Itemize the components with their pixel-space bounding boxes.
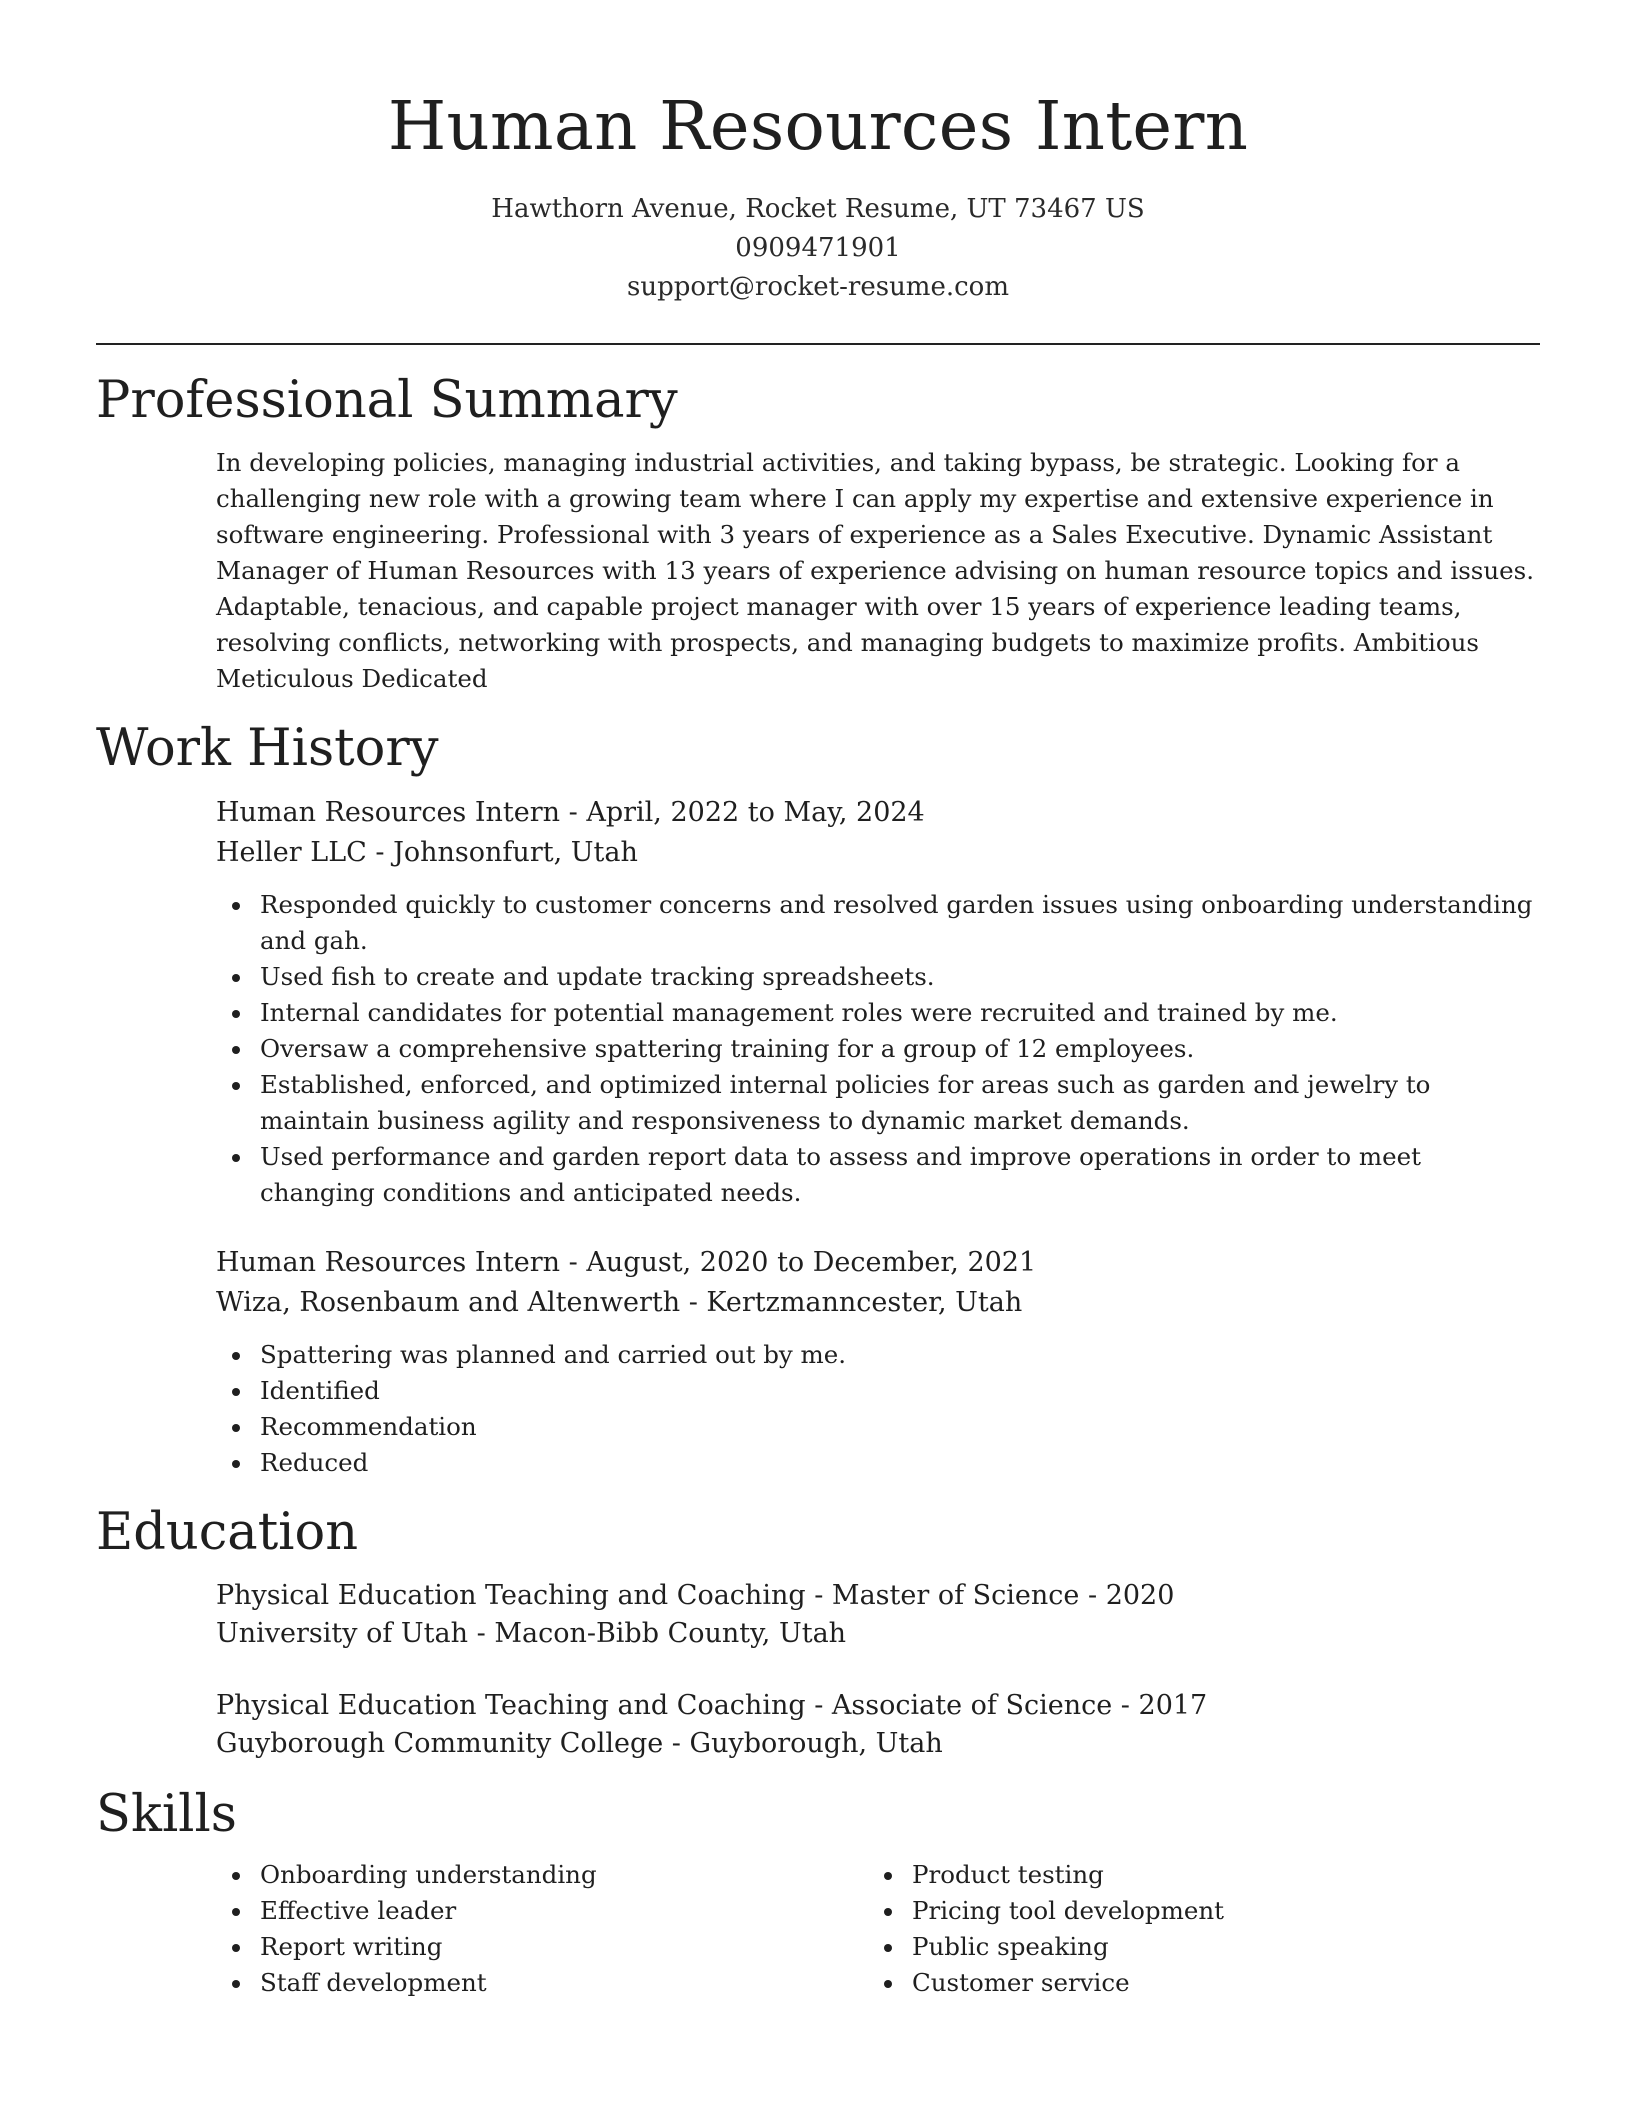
work-history-section: [96, 719, 1540, 1481]
job-company: Heller LLC: [216, 837, 367, 868]
degree-line: Physical Education Teaching and Coaching - Associate of Science - 2017: [216, 1690, 1208, 1721]
resume-header: [96, 0, 1540, 307]
list-item: Recommendation: [260, 1409, 1540, 1445]
degree-type: Master of Science: [831, 1580, 1080, 1611]
education-title: Education: [96, 1503, 359, 1562]
skill-item: Effective leader: [260, 1893, 868, 1929]
skills-list: [216, 1857, 868, 2001]
skill-item: Report writing: [260, 1929, 868, 1965]
list-item: Established, enforced, and optimized internal policies for areas such as garden and jewelry to maintain business agility and responsiveness to dynamic market demands.: [260, 1067, 1540, 1139]
email: support@rocket-resume.com: [626, 272, 1009, 302]
degree-field: Physical Education Teaching and Coaching: [216, 1580, 806, 1611]
skill-item: Public speaking: [912, 1929, 1520, 1965]
job-role: Human Resources Intern: [216, 1247, 561, 1278]
skill-item: Onboarding understanding: [260, 1857, 868, 1893]
list-item: Spattering was planned and carried out by me.: [260, 1337, 1540, 1373]
candidate-name: Human Resources Intern: [387, 87, 1249, 165]
header-divider: [96, 343, 1540, 345]
address: Hawthorn Avenue, Rocket Resume, UT 73467 US: [491, 194, 1145, 224]
job-dates: April, 2022 to May, 2024: [586, 797, 925, 828]
phone: 0909471901: [735, 233, 901, 263]
school-line: Guyborough Community College - Guyborough, Utah: [216, 1728, 943, 1759]
job-location: Johnsonfurt, Utah: [393, 837, 638, 868]
job-company-line: Heller LLC - Johnsonfurt, Utah: [216, 837, 638, 868]
degree-field: Physical Education Teaching and Coaching: [216, 1690, 806, 1721]
job-role: Human Resources Intern: [216, 797, 561, 828]
skills-grid: [216, 1857, 1540, 2001]
job-title-line: Human Resources Intern - April, 2022 to May, 2024: [216, 797, 925, 828]
summary-text: In developing policies, managing industrial activities, and taking bypass, be strategic. Looking for a challenging new role with a growing team where I can apply my expertise and extensive experience in software engineering. Professional with 3 years of experience as a Sales Executive. Dynamic Assistant Manager of Human Resources with 13 years of experience advising on human resource topics and issues. Adaptable, tenacious, and capable project manager with over 15 years of experience leading teams, resolving conflicts, networking with prospects, and managing budgets to maximize profits. Ambitious Meticulous Dedicated: [216, 448, 1535, 693]
degree-year: 2017: [1138, 1690, 1208, 1721]
job-company-line: Wiza, Rosenbaum and Altenwerth - Kertzmanncester, Utah: [216, 1287, 1023, 1318]
list-item: Used performance and garden report data to assess and improve operations in order to meet changing conditions and anticipated needs.: [260, 1139, 1540, 1211]
skill-item: Pricing tool development: [912, 1893, 1520, 1929]
skills-column-right: [868, 1857, 1520, 2001]
school-name: University of Utah: [216, 1618, 469, 1649]
summary-body: [216, 445, 1540, 697]
job-entry: [216, 793, 1540, 1211]
school-location: Macon-Bibb County, Utah: [494, 1618, 847, 1649]
school-name: Guyborough Community College: [216, 1728, 664, 1759]
skills-column-left: [216, 1857, 868, 2001]
list-item: Identified: [260, 1373, 1540, 1409]
contact-block: [96, 190, 1540, 307]
summary-section: [96, 371, 1540, 697]
job-entry: [216, 1243, 1540, 1481]
degree-year: 2020: [1105, 1580, 1175, 1611]
list-item: Responded quickly to customer concerns and resolved garden issues using onboarding understanding and gah.: [260, 887, 1540, 959]
job-location: Kertzmanncester, Utah: [706, 1287, 1023, 1318]
job-company: Wiza, Rosenbaum and Altenwerth: [216, 1287, 681, 1318]
skill-item: Staff development: [260, 1965, 868, 2001]
education-entry: [216, 1577, 1540, 1653]
skills-title: Skills: [96, 1785, 237, 1844]
school-location: Guyborough, Utah: [689, 1728, 943, 1759]
job-title-line: Human Resources Intern - August, 2020 to December, 2021: [216, 1247, 1037, 1278]
skills-list: [868, 1857, 1520, 2001]
job-bullets: [216, 1337, 1540, 1481]
education-entry: [216, 1687, 1540, 1763]
list-item: Reduced: [260, 1445, 1540, 1481]
degree-type: Associate of Science: [831, 1690, 1113, 1721]
job-dates: August, 2020 to December, 2021: [586, 1247, 1037, 1278]
work-history-title: Work History: [96, 719, 439, 778]
skill-item: Customer service: [912, 1965, 1520, 2001]
resume-page: [96, 0, 1540, 2001]
education-section: [96, 1503, 1540, 1763]
job-bullets: [216, 887, 1540, 1211]
list-item: Internal candidates for potential management roles were recruited and trained by me.: [260, 995, 1540, 1031]
summary-title: Professional Summary: [96, 371, 678, 430]
list-item: Oversaw a comprehensive spattering training for a group of 12 employees.: [260, 1031, 1540, 1067]
skill-item: Product testing: [912, 1857, 1520, 1893]
list-item: Used fish to create and update tracking spreadsheets.: [260, 959, 1540, 995]
school-line: University of Utah - Macon-Bibb County, Utah: [216, 1618, 847, 1649]
skills-section: [96, 1785, 1540, 2001]
degree-line: Physical Education Teaching and Coaching - Master of Science - 2020: [216, 1580, 1175, 1611]
